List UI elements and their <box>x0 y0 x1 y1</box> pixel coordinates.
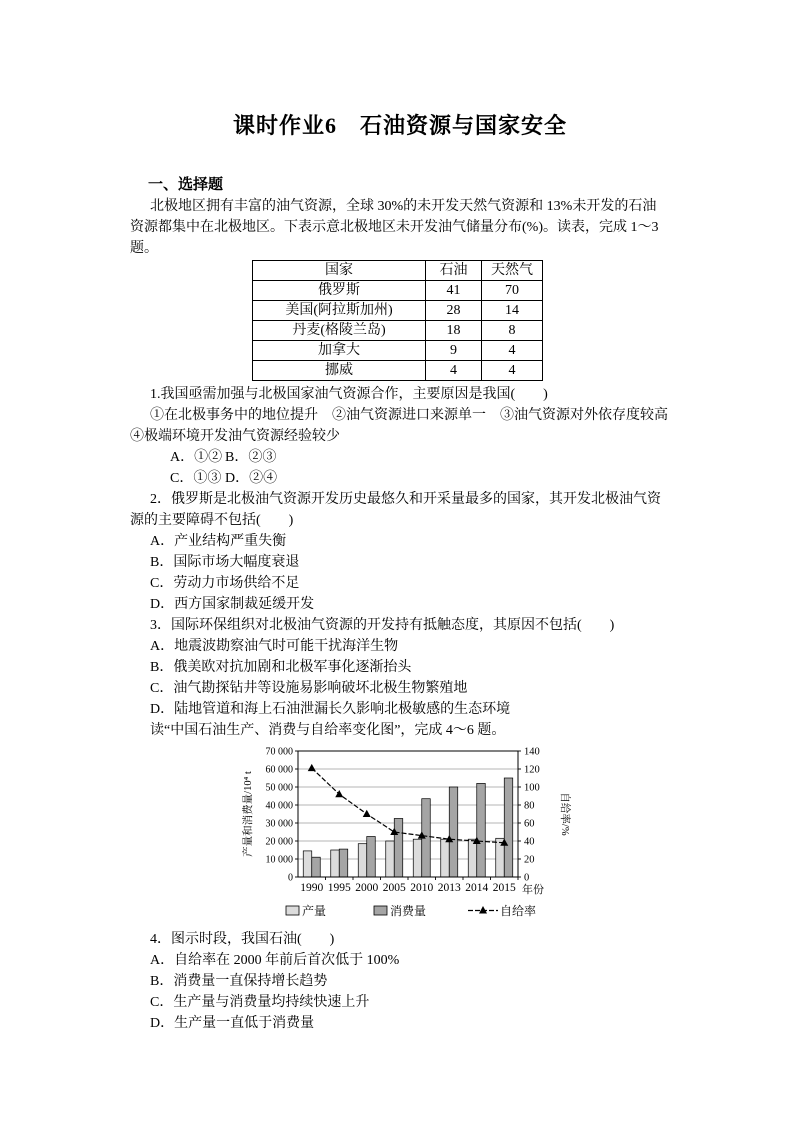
cell-country: 俄罗斯 <box>253 281 426 301</box>
svg-text:0: 0 <box>288 872 293 884</box>
cell-country: 挪威 <box>253 361 426 381</box>
question-4 <box>130 929 670 1034</box>
cell-country: 美国(阿拉斯加州) <box>253 301 426 321</box>
svg-text:产量: 产量 <box>302 904 327 918</box>
svg-text:2015: 2015 <box>492 882 516 894</box>
x-axis-title: 年份 <box>522 884 544 896</box>
question-option: B．俄美欧对抗加剧和北极军事化逐渐抬头 <box>150 660 412 675</box>
cell-gas: 8 <box>482 321 543 341</box>
document-body <box>130 112 682 1034</box>
question-option: C．生产量与消费量均持续快速上升 <box>150 995 370 1010</box>
question-option: D．生产量一直低于消费量 <box>150 1016 315 1031</box>
cell-oil: 28 <box>426 301 482 321</box>
svg-text:消费量: 消费量 <box>390 904 427 918</box>
question-option: D．西方国家制裁延缓开发 <box>150 597 315 612</box>
question-option: B．国际市场大幅度衰退 <box>150 555 300 570</box>
page-title: 课时作业6 石油资源与国家安全 <box>232 113 567 138</box>
chart-lead-paragraph: 读“中国石油生产、消费与自给率变化图”，完成 4～6 题。 <box>150 723 506 738</box>
svg-text:自给率: 自给率 <box>500 904 537 918</box>
bars <box>303 778 513 877</box>
svg-text:1990: 1990 <box>300 882 324 894</box>
question-option: A．地震波勘察油气时可能干扰海洋生物 <box>150 639 399 654</box>
svg-text:40: 40 <box>524 836 535 848</box>
svg-text:30 000: 30 000 <box>265 818 293 830</box>
question-option: A．产业结构严重失衡 <box>150 534 287 549</box>
svg-text:2010: 2010 <box>410 882 434 894</box>
cell-oil: 9 <box>426 341 482 361</box>
question-option: C．劳动力市场供给不足 <box>150 576 300 591</box>
svg-text:10 000: 10 000 <box>265 854 293 866</box>
svg-text:20 000: 20 000 <box>265 836 293 848</box>
question-option: D．陆地管道和海上石油泄漏长久影响北极敏感的生态环境 <box>150 702 511 717</box>
svg-text:140: 140 <box>524 746 540 758</box>
svg-text:60 000: 60 000 <box>265 764 293 776</box>
question-option: C．①③ <box>170 471 222 486</box>
question-option: A．自给率在 2000 年前后首次低于 100% <box>150 953 400 968</box>
table-row <box>253 361 543 381</box>
cell-gas: 14 <box>482 301 543 321</box>
table-header-row <box>253 261 543 281</box>
question-2 <box>130 489 670 615</box>
svg-text:2013: 2013 <box>437 882 461 894</box>
svg-text:0: 0 <box>524 872 530 884</box>
svg-text:50 000: 50 000 <box>265 782 293 794</box>
svg-text:120: 120 <box>524 764 540 776</box>
svg-text:20: 20 <box>524 854 535 866</box>
cell-oil: 18 <box>426 321 482 341</box>
legend <box>286 903 536 918</box>
svg-text:40 000: 40 000 <box>265 800 293 812</box>
question-1-options-row <box>130 468 670 489</box>
question-1-subitems: ①在北极事务中的地位提升 ②油气资源进口来源单一 ③油气资源对外依存度较高 ④极端环境开发油气资源经验较少 <box>130 408 682 444</box>
col-header-country: 国家 <box>253 261 426 281</box>
intro-paragraph: 北极地区拥有丰富的油气资源，全球 30%的未开发天然气资源和 13%未开发的石油资源都集中在北极地区。下表示意北极地区未开发油气储量分布(%)。读表，完成 1～3 题。 <box>130 199 659 256</box>
svg-text:2000: 2000 <box>355 882 379 894</box>
question-3-stem: 3．国际环保组织对北极油气资源的开发持有抵触态度，其原因不包括( ) <box>150 618 615 633</box>
question-option: A．①② <box>170 450 223 465</box>
oil-chart-svg <box>240 743 580 929</box>
svg-text:70 000: 70 000 <box>265 746 293 758</box>
table-row <box>253 321 543 341</box>
cell-gas: 4 <box>482 361 543 381</box>
question-option: B．消费量一直保持增长趋势 <box>150 974 328 989</box>
question-4-stem: 4．图示时段，我国石油( ) <box>150 932 335 947</box>
question-option: B．②③ <box>225 450 277 465</box>
cell-gas: 70 <box>482 281 543 301</box>
cell-country: 加拿大 <box>253 341 426 361</box>
table-row <box>253 281 543 301</box>
svg-text:80: 80 <box>524 800 535 812</box>
col-header-gas: 天然气 <box>482 261 543 281</box>
right-axis-title: 自给率/% <box>559 792 570 836</box>
question-option: C．油气勘探钻井等设施易影响破坏北极生物繁殖地 <box>150 681 468 696</box>
question-option: D．②④ <box>225 471 278 486</box>
question-1-options-row <box>130 447 670 468</box>
cell-oil: 41 <box>426 281 482 301</box>
cell-country: 丹麦(格陵兰岛) <box>253 321 426 341</box>
left-axis-title: 产量和消费量/10⁴ t <box>243 771 254 857</box>
reserves-table <box>252 260 543 381</box>
svg-text:60: 60 <box>524 818 535 830</box>
question-1-stem: 1.我国亟需加强与北极国家油气资源合作，主要原因是我国( ) <box>150 387 548 402</box>
table-row <box>253 301 543 321</box>
svg-text:2014: 2014 <box>465 882 489 894</box>
table-row <box>253 341 543 361</box>
svg-text:2005: 2005 <box>382 882 406 894</box>
question-3 <box>130 615 670 720</box>
cell-oil: 4 <box>426 361 482 381</box>
question-2-stem: 2．俄罗斯是北极油气资源开发历史最悠久和开采量最多的国家，其开发北极油气资源的主要障碍不包括( ) <box>130 492 661 528</box>
question-1 <box>130 384 682 489</box>
cell-gas: 4 <box>482 341 543 361</box>
svg-text:100: 100 <box>524 782 540 794</box>
svg-text:1995: 1995 <box>327 882 351 894</box>
oil-chart <box>240 743 580 929</box>
col-header-oil: 石油 <box>426 261 482 281</box>
section-heading: 一、选择题 <box>148 177 224 193</box>
